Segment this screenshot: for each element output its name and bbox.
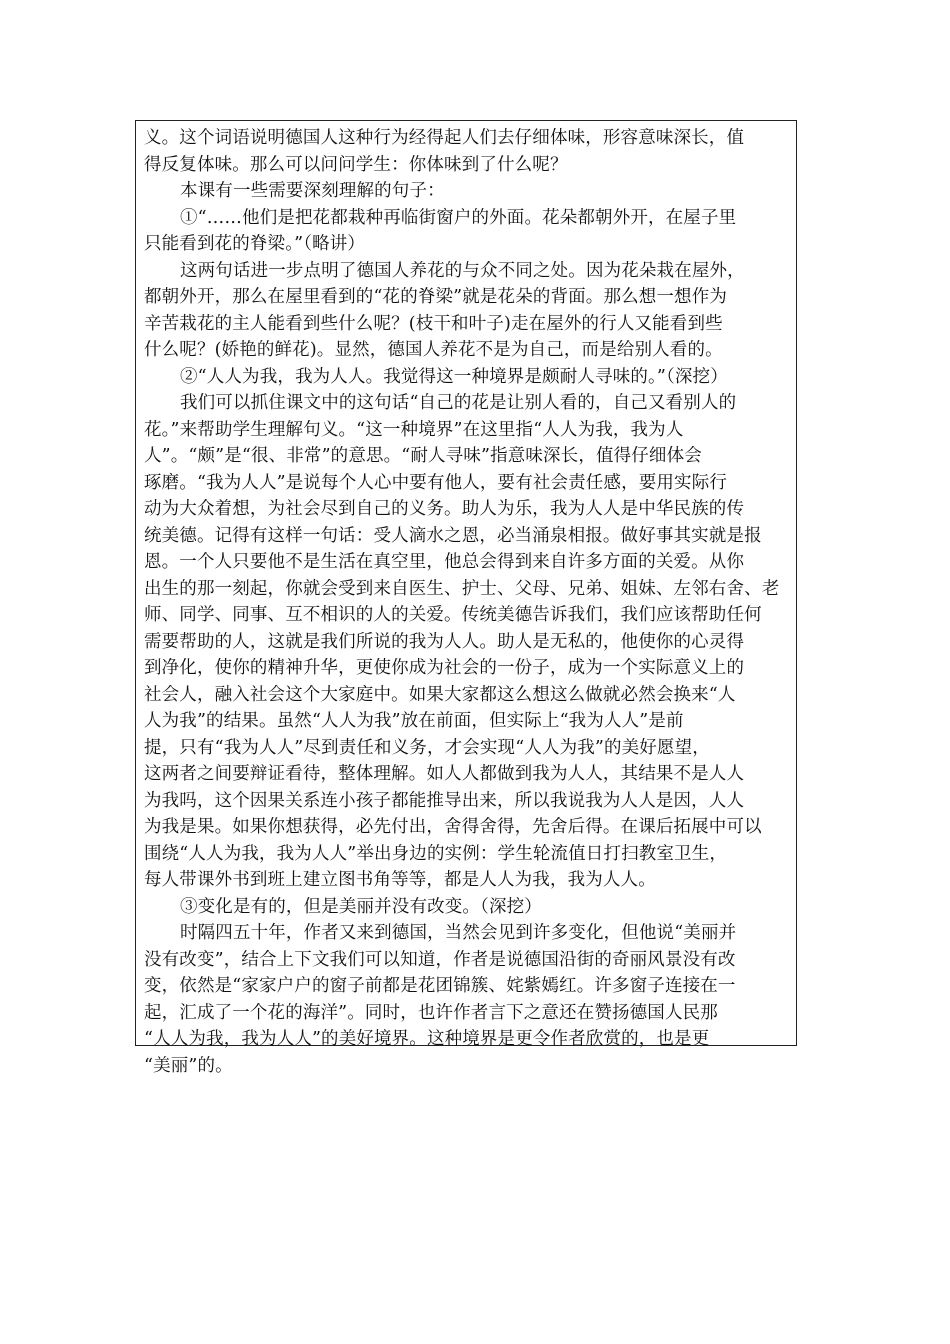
text-line: 这两句话进一步点明了德国人养花的与众不同之处。因为花朵栽在屋外， [180, 260, 745, 281]
text-line: 统美德。记得有这样一句话：受人滴水之恩，必当涌泉相报。做好事其实就是报 [144, 525, 762, 546]
text-line: 每人带课外书到班上建立图书角等等，都是人人为我，我为人人。 [144, 870, 656, 890]
text-line: 得反复体味。那么可以问问学生：你体味到了什么呢？ [144, 154, 568, 175]
text-line: ③变化是有的，但是美丽并没有改变。（深挖） [180, 896, 542, 917]
document-body [144, 125, 792, 1079]
text-line: 起，汇成了一个花的海洋”。同时，也许作者言下之意还在赞扬德国人民那 [144, 1002, 718, 1023]
text-line: 本课有一些需要深刻理解的句子： [180, 181, 445, 201]
text-line: 到净化，使你的精神升华，更使你成为社会的一份子，成为一个实际意义上的 [144, 658, 745, 678]
text-line: 这两者之间要辩证看待，整体理解。如人人都做到我为人人，其结果不是人人 [144, 764, 745, 784]
text-line: 花。”来帮助学生理解句义。“这一种境界”在这里指“人人为我，我为人 [144, 419, 684, 440]
text-line: 没有改变”，结合上下文我们可以知道，作者是说德国沿街的奇丽风景没有改 [144, 949, 736, 970]
text-line: 只能看到花的脊梁。”（略讲） [144, 234, 366, 254]
text-line: 辛苦栽花的主人能看到些什么呢？(枝干和叶子)走在屋外的行人又能看到些 [144, 313, 723, 334]
text-line: 师、同学、同事、互不相识的人的关爱。传统美德告诉我们，我们应该帮助任何 [144, 605, 762, 625]
text-line: 我们可以抓住课文中的这句话“自己的花是让别人看的，自己又看别人的 [180, 393, 737, 413]
text-line: 人为我”的结果。虽然“人人为我”放在前面，但实际上“我为人人”是前 [144, 711, 684, 731]
text-line: ②“人人为我，我为人人。我觉得这一种境界是颇耐人寻味的。”（深挖） [180, 366, 728, 387]
text-line: ①“……他们是把花都栽种再临街窗户的外面。花朵都朝外开，在屋子里 [180, 207, 737, 228]
text-line: 提，只有“我为人人”尽到责任和义务，才会实现“人人为我”的美好愿望， [144, 737, 710, 758]
text-line: 变，依然是“家家户户的窗子前都是花团锦簇、姹紫嫣红。许多窗子连接在一 [144, 976, 736, 996]
text-line: “人人为我，我为人人”的美好境界。这种境界是更令作者欣赏的，也是更 [144, 1029, 710, 1049]
text-line: “美丽”的。 [144, 1055, 233, 1076]
text-line: 围绕“人人为我，我为人人”举出身边的实例：学生轮流值日打扫教室卫生， [144, 843, 727, 864]
text-line: 动为大众着想，为社会尽到自己的义务。助人为乐，我为人人是中华民族的传 [144, 499, 745, 519]
text-line: 琢磨。“我为人人”是说每个人心中要有他人，要有社会责任感，要用实际行 [144, 472, 727, 493]
text-line: 出生的那一刻起，你就会受到来自医生、护士、父母、兄弟、姐妹、左邻右舍、老 [144, 578, 780, 599]
text-line: 为我是果。如果你想获得，必先付出，舍得舍得，先舍后得。在课后拓展中可以 [144, 817, 762, 837]
text-line: 人”。“颇”是“很、非常”的意思。“耐人寻味”指意味深长，值得仔细体会 [144, 446, 702, 466]
text-line: 都朝外开，那么在屋里看到的“花的脊梁”就是花朵的背面。那么想一想作为 [144, 287, 727, 307]
text-line: 为我吗，这个因果关系连小孩子都能推导出来，所以我说我为人人是因，人人 [144, 790, 745, 811]
text-line: 社会人，融入社会这个大家庭中。如果大家都这么想这么做就必然会换来“人 [144, 684, 736, 705]
text-line: 恩。一个人只要他不是生活在真空里，他总会得到来自许多方面的关爱。从你 [144, 552, 745, 572]
text-line: 需要帮助的人，这就是我们所说的我为人人。助人是无私的，他使你的心灵得 [144, 631, 745, 652]
text-line: 什么呢？(娇艳的鲜花)。显然，德国人养花不是为自己，而是给别人看的。 [144, 340, 723, 360]
text-line: 时隔四五十年，作者又来到德国，当然会见到许多变化，但他说“美丽并 [180, 923, 737, 943]
text-line: 义。这个词语说明德国人这种行为经得起人们去仔细体味，形容意味深长，值 [144, 128, 745, 148]
